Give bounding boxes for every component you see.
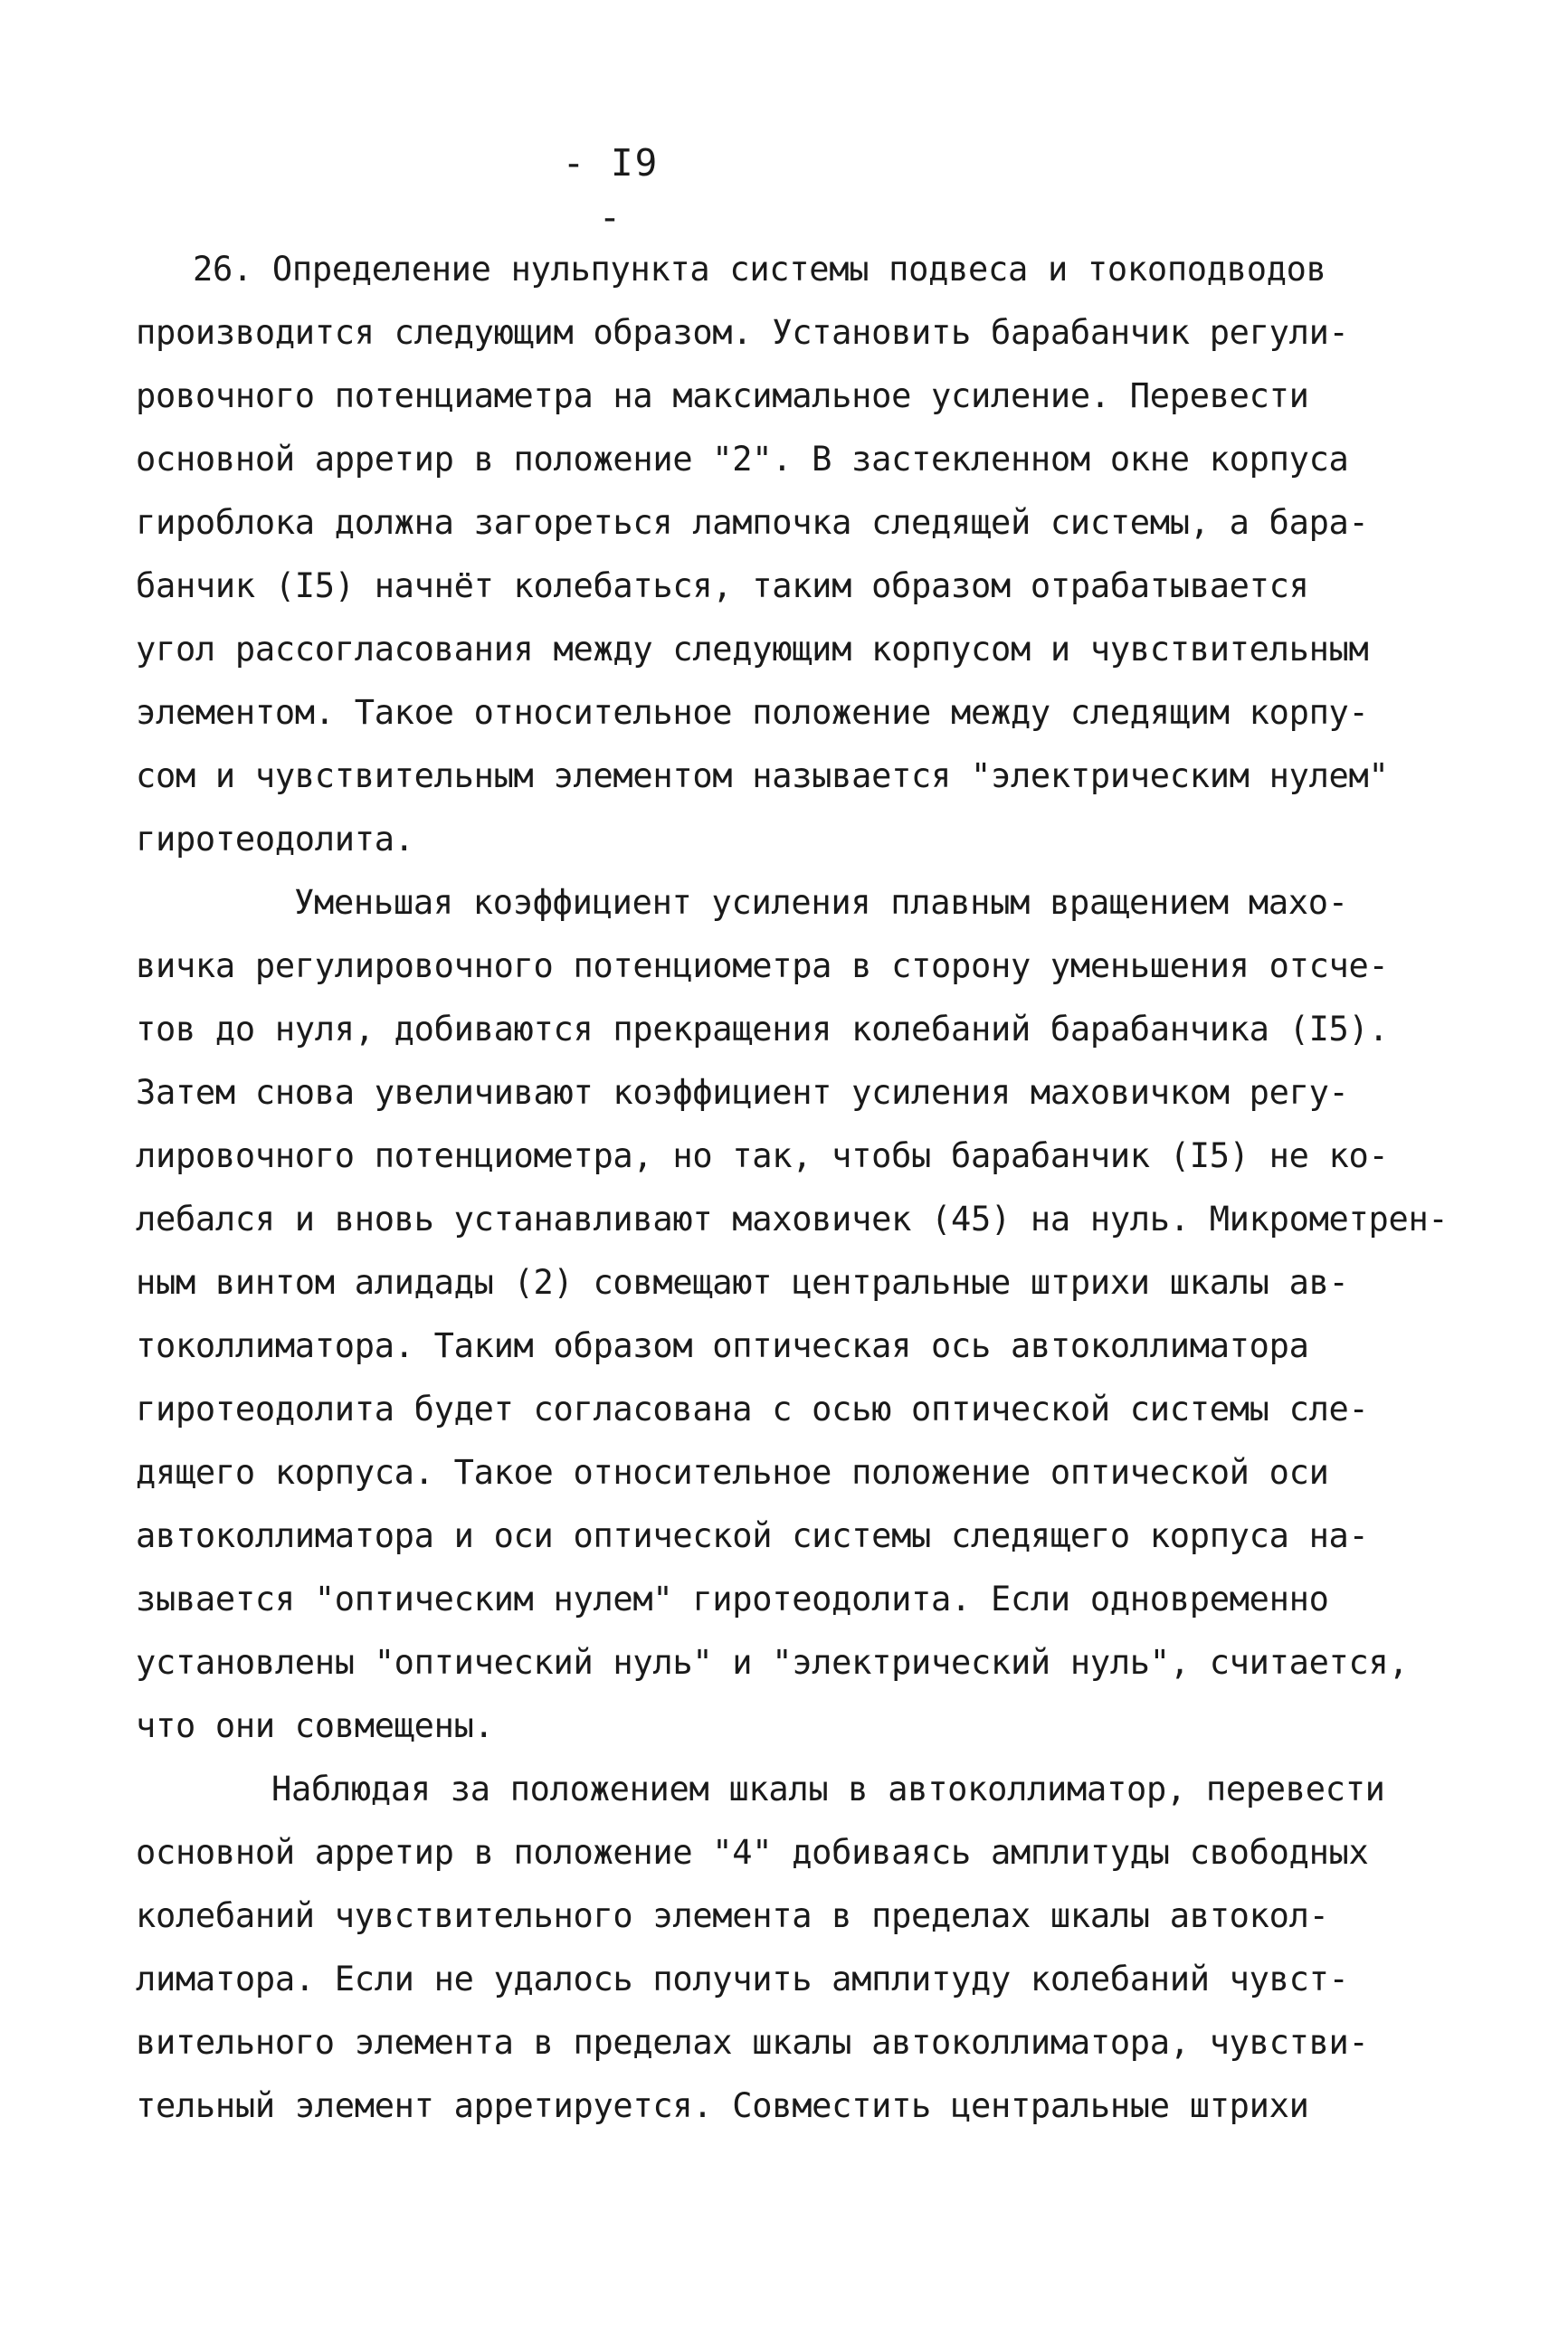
- text-line: лировочного потенциометра, но так, чтобы барабанчик (I5) не ко-: [136, 1136, 1389, 1175]
- text-line: Уменьшая коэффициент усиления плавным вращением махо-: [294, 883, 1348, 922]
- text-line: лебался и вновь устанавливают маховичек (45) на нуль. Микрометрен-: [136, 1200, 1449, 1239]
- text-line: установлены "оптический нуль" и "электрический нуль", считается,: [136, 1643, 1409, 1682]
- text-line: элементом. Такое относительное положение между следящим корпу-: [136, 693, 1369, 732]
- text-line: Наблюдая за положением шкалы в автоколлиматор, перевести: [271, 1770, 1385, 1809]
- text-line: угол рассогласования между следующим корпусом и чувствительным: [136, 630, 1369, 669]
- text-line: основной арретир в положение "4" добиваясь амплитуды свободных: [136, 1833, 1369, 1872]
- text-line: тов до нуля, добиваются прекращения колебаний барабанчика (I5).: [136, 1010, 1389, 1049]
- text-line: Затем снова увеличивают коэффициент усиления маховичком регу-: [136, 1073, 1349, 1112]
- text-line: гиротеодолита.: [136, 820, 414, 859]
- text-line: тельный элемент арретируется. Совместить центральные штрихи: [136, 2086, 1309, 2125]
- text-line: сом и чувствительным элементом называется "электрическим нулем": [136, 756, 1389, 795]
- text-line: ным винтом алидады (2) совмещают центральные штрихи шкалы ав-: [136, 1263, 1349, 1302]
- text-line: вичка регулировочного потенциометра в сторону уменьшения отсче-: [136, 946, 1389, 985]
- text-line: гироблока должна загореться лампочка следящей системы, а бара-: [136, 503, 1369, 542]
- text-line: лиматора. Если не удалось получить амплитуду колебаний чувст-: [136, 1960, 1349, 1998]
- text-line: вительного элемента в пределах шкалы автоколлиматора, чувстви-: [136, 2023, 1369, 2062]
- text-line: колебаний чувствительного элемента в пределах шкалы автокол-: [136, 1896, 1329, 1935]
- text-line: автоколлиматора и оси оптической системы следящего корпуса на-: [136, 1516, 1369, 1555]
- text-line: ровочного потенциаметра на максимальное усиление. Перевести: [136, 376, 1309, 415]
- text-line: производится следующим образом. Установить барабанчик регули-: [136, 313, 1349, 352]
- text-line: дящего корпуса. Такое относительное положение оптической оси: [136, 1453, 1329, 1492]
- text-line: что они совмещены.: [136, 1706, 494, 1745]
- text-line: основной арретир в положение "2". В застекленном окне корпуса: [136, 440, 1349, 479]
- text-line: банчик (I5) начнёт колебаться, таким образом отрабатывается: [136, 566, 1309, 605]
- text-line: 26. Определение нульпункта системы подвеса и токоподводов: [193, 250, 1326, 289]
- text-line: гиротеодолита будет согласована с осью оптической системы сле-: [136, 1390, 1369, 1429]
- page-number: - I9 -: [562, 141, 660, 239]
- text-line: зывается "оптическим нулем" гиротеодолита. Если одновременно: [136, 1580, 1329, 1619]
- text-line: токоллиматора. Таким образом оптическая ось автоколлиматора: [136, 1326, 1309, 1365]
